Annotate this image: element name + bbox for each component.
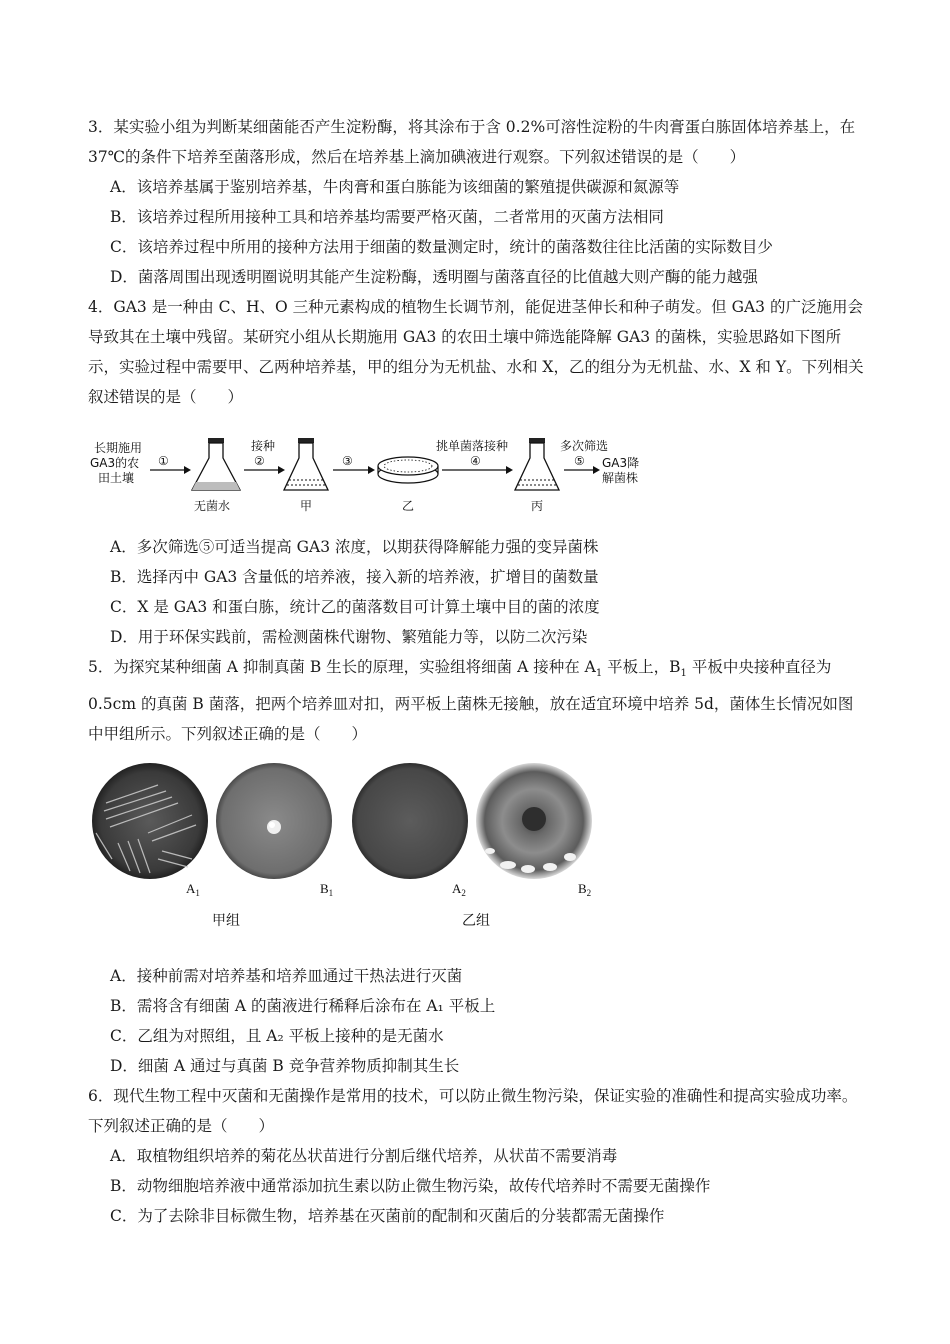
exam-page xyxy=(88,112,868,1231)
question-stem: 6．现代生物工程中灭菌和无菌操作是常用的技术，可以防止微生物污染，保证实验的准确性和提高实验成功率。下列叙述正确的是（ ） xyxy=(88,1087,858,1136)
petri-dish-yi xyxy=(378,457,438,483)
option-a: A．多次筛选⑤可适当提高 GA3 浓度，以期获得降解能力强的变异菌株 xyxy=(110,538,599,556)
option-d: D．细菌 A 通过与真菌 B 竞争营养物质抑制其生长 xyxy=(110,1057,460,1076)
question-3 xyxy=(88,112,868,292)
step-5-label: 多次筛选 xyxy=(560,439,609,453)
plate-b1 xyxy=(216,763,332,879)
question-4 xyxy=(88,292,868,652)
option-d: D．菌落周围出现透明圈说明其能产生淀粉酶，透明圈与菌落直径的比值越大则产酶的能力越强 xyxy=(110,268,758,286)
step-2-marker: ② xyxy=(254,454,265,468)
result-label-line1: GA3降 xyxy=(602,456,640,470)
result-label-line2: 解菌株 xyxy=(602,471,639,485)
source-label-line1: 长期施用 xyxy=(94,441,143,455)
group-yi-label: 乙组 xyxy=(462,913,490,930)
option-b: B．需将含有细菌 A 的菌液进行稀释后涂布在 A₁ 平板上 xyxy=(110,997,496,1016)
plate-a1 xyxy=(92,763,208,879)
source-label-line3: 田土壤 xyxy=(98,471,135,485)
question-6 xyxy=(88,1081,868,1231)
question-5 xyxy=(88,652,868,1081)
option-b: B．该培养过程所用接种工具和培养基均需要严格灭菌，二者常用的灭菌方法相同 xyxy=(110,208,664,226)
arrow-head-4 xyxy=(506,466,513,474)
step-2-label: 接种 xyxy=(251,439,276,453)
arrow-head-5 xyxy=(593,466,600,474)
source-label-line2: GA3的农 xyxy=(90,456,140,470)
option-b: B．动物细胞培养液中通常添加抗生素以防止微生物污染，故传代培养时不需要无菌操作 xyxy=(110,1177,711,1196)
question-stem: 3．某实验小组为判断某细菌能否产生淀粉酶，将其涂布于含 0.2%可溶性淀粉的牛肉膏蛋白胨固体培养基上，在 37℃的条件下培养至菌落形成，然后在培养基上滴加碘液进行观察。下列叙述错误的是（ ） xyxy=(88,118,856,166)
flask-medium-bing xyxy=(515,438,559,490)
plate-b2 xyxy=(476,763,592,879)
step-4-marker: ④ xyxy=(470,454,481,468)
plate-a2-label: $A_2$ xyxy=(452,881,466,899)
plate-b2-label: $B_2$ xyxy=(578,881,592,899)
question-stem: 5．为探究某种细菌 A 抑制真菌 B 生长的原理，实验组将细菌 A 接种在 $A_1$ 平板上，$B_1$ 平板中央接种直径为 0.5cm 的真菌 B 菌落，把两个培养皿对扣，两平板上菌株无接触，放在适宜环境中培养 5d，菌体生长情况如图中甲组所示。下列叙述正确的是（ ） xyxy=(88,658,854,744)
option-a: A．取植物组织培养的菊花丛状苗进行分割后继代培养，从状苗不需要消毒 xyxy=(110,1147,618,1166)
flask-2-label: 甲 xyxy=(300,499,313,513)
group-jia-label: 甲组 xyxy=(212,913,240,930)
option-b: B．选择丙中 GA3 含量低的培养液，接入新的培养液，扩增目的菌数量 xyxy=(110,568,599,586)
flask-sterile-water xyxy=(192,438,240,490)
option-c: C．乙组为对照组，且 A₂ 平板上接种的是无菌水 xyxy=(110,1027,444,1046)
culture-plates-figure xyxy=(88,763,868,953)
step-1-marker: ① xyxy=(158,454,169,468)
plate-b1-label: $B_1$ xyxy=(320,881,334,899)
arrow-head-1 xyxy=(184,466,191,474)
screening-flow-diagram xyxy=(88,430,868,522)
flask-1-label: 无菌水 xyxy=(194,499,231,513)
dish-label: 乙 xyxy=(402,499,415,513)
flask-medium-jia xyxy=(284,438,328,490)
question-stem: 4．GA3 是一种由 C、H、O 三种元素构成的植物生长调节剂，能促进茎伸长和种子萌发。但 GA3 的广泛施用会导致其在土壤中残留。某研究小组从长期施用 GA3 的农田土壤中筛选能降解 GA3 的菌株，实验思路如下图所示，实验过程中需要甲、乙两种培养基，甲的组分为无机盐、水和 X，乙的组分为无机盐、水、X 和 Y。下列相关叙述错误的是（ ） xyxy=(88,298,864,406)
plate-a1-label: $A_1$ xyxy=(186,881,200,899)
arrow-head-2 xyxy=(278,466,285,474)
option-c: C．X 是 GA3 和蛋白胨，统计乙的菌落数目可计算土壤中目的菌的浓度 xyxy=(110,598,600,616)
step-5-marker: ⑤ xyxy=(574,454,585,468)
option-c: C．该培养过程中所用的接种方法用于细菌的数量测定时，统计的菌落数往往比活菌的实际数目少 xyxy=(110,238,773,256)
option-c: C．为了去除非目标微生物，培养基在灭菌前的配制和灭菌后的分装都需无菌操作 xyxy=(110,1207,665,1226)
step-4-label: 挑单菌落接种 xyxy=(436,439,509,453)
option-a: A．接种前需对培养基和培养皿通过干热法进行灭菌 xyxy=(110,967,463,986)
step-3-marker: ③ xyxy=(342,454,353,468)
arrow-head-3 xyxy=(368,466,375,474)
option-d: D．用于环保实践前，需检测菌株代谢物、繁殖能力等，以防二次污染 xyxy=(110,628,588,646)
option-a: A．该培养基属于鉴别培养基，牛肉膏和蛋白胨能为该细菌的繁殖提供碳源和氮源等 xyxy=(110,178,680,196)
plate-a2 xyxy=(352,763,468,879)
flask-3-label: 丙 xyxy=(531,499,544,513)
